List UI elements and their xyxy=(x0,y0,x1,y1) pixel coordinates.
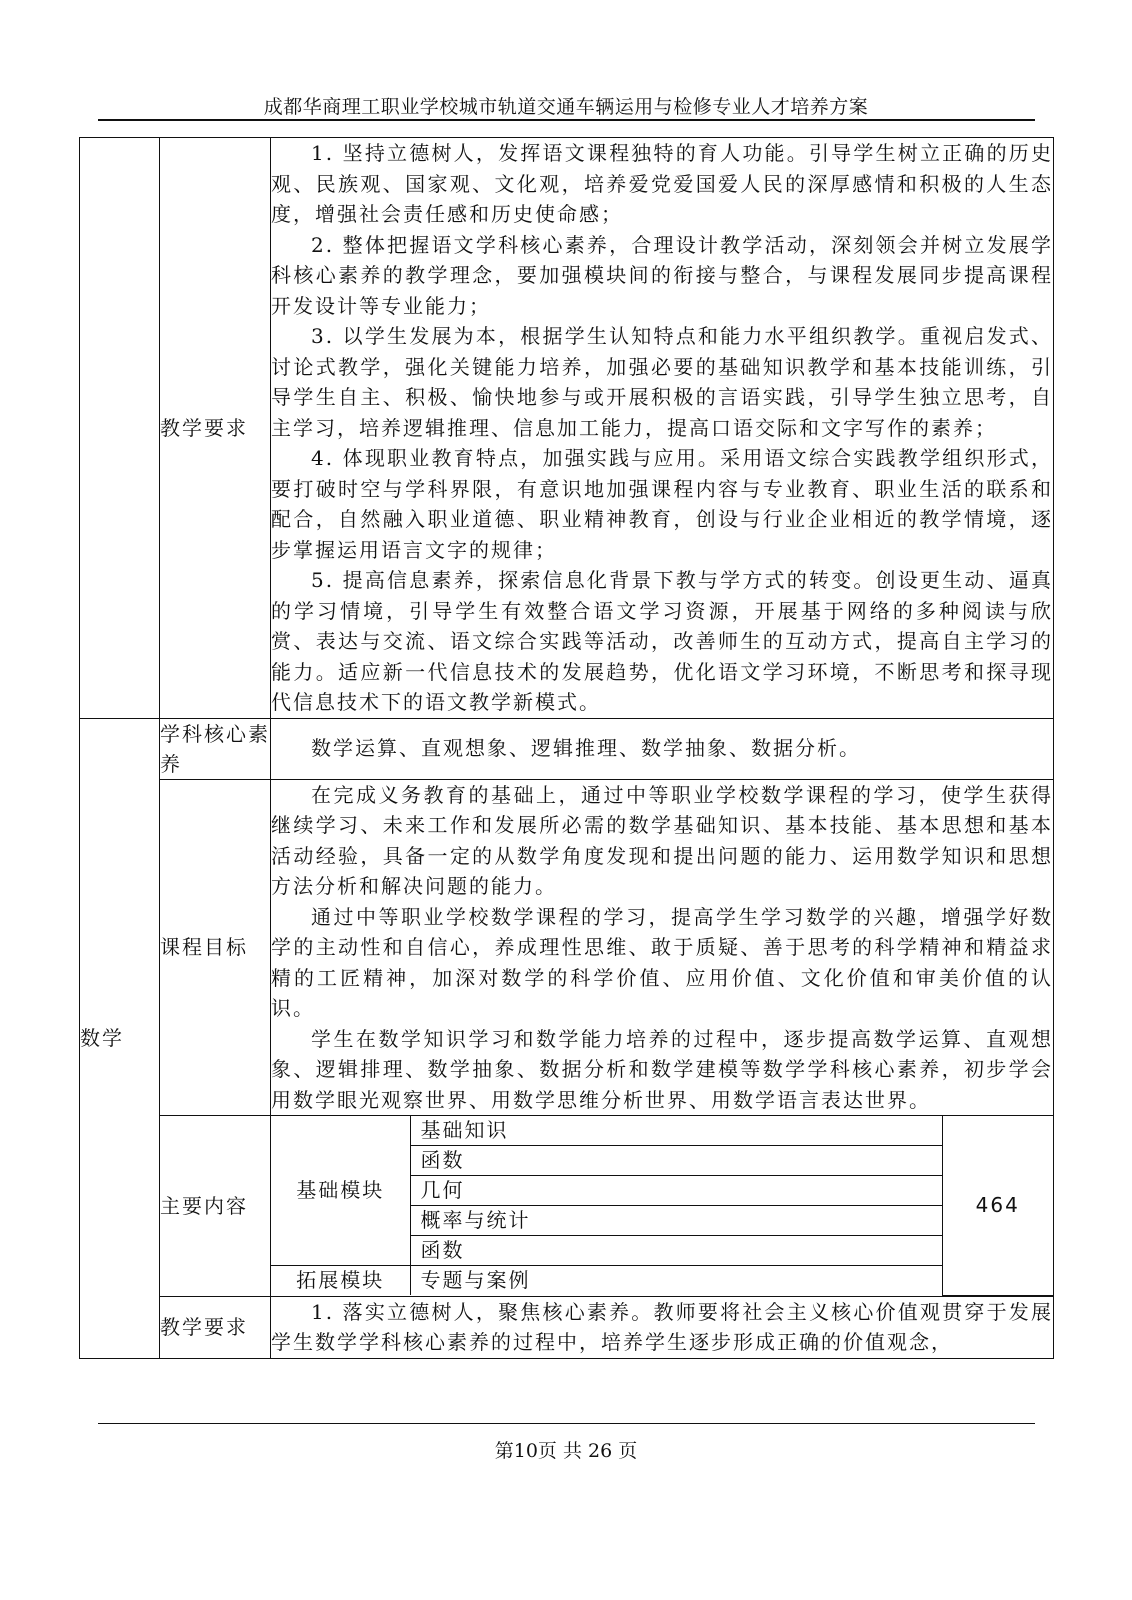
course-goals-cell xyxy=(271,779,1054,1116)
paragraph: 学生在数学知识学习和数学能力培养的过程中，逐步提高数学运算、直观想象、逻辑排理、数学抽象、数据分析和数学建模等数学学科核心素养，初步学会用数学眼光观察世界、用数学思维分析世界、用数学语言表达世界。 xyxy=(271,1026,1053,1112)
footer-rule xyxy=(98,1423,1035,1424)
paragraph: 数学运算、直观想象、逻辑推理、数学抽象、数据分析。 xyxy=(311,736,861,761)
module-item: 基础知识 xyxy=(410,1116,942,1146)
paragraph: 5. 提高信息素养，探索信息化背景下教与学方式的转变。创设更生动、逼真的学习情境，引导学生有效整合语文学习资源，开展基于网络的多种阅读与欣赏、表达与交流、语文综合实践等活动，改善师生的互动方式，提高自主学习的能力。适应新一代信息技术的发展趋势，优化语文学习环境，不断思考和探寻现代信息技术下的语文教学新模式。 xyxy=(271,568,1053,714)
extension-module-label: 拓展模块 xyxy=(271,1266,410,1296)
core-literacy-cell xyxy=(271,718,1054,779)
module-item: 函数 xyxy=(410,1236,942,1266)
subject-math: 数学 xyxy=(80,718,160,1358)
paragraph: 2. 整体把握语文学科核心素养，合理设计教学活动，深刻领会并树立发展学科核心素养的教学理念，要加强模块间的衔接与整合，与课程发展同步提高课程开发设计等专业能力； xyxy=(271,232,1053,318)
curriculum-table xyxy=(79,137,1054,1359)
basic-module-label: 基础模块 xyxy=(271,1116,410,1266)
row-label-course-goals: 课程目标 xyxy=(160,779,271,1116)
module-item: 概率与统计 xyxy=(410,1206,942,1236)
math-teaching-req-cell xyxy=(271,1296,1054,1358)
table-row xyxy=(80,1116,1054,1297)
table-row xyxy=(80,779,1054,1116)
row-label-core-literacy: 学科核心素养 xyxy=(160,718,271,779)
page-number: 第10页 共 26 页 xyxy=(494,1440,638,1462)
hours-value: 464 xyxy=(942,1116,1053,1295)
table-row xyxy=(80,138,1054,719)
row-label-teaching-req: 教学要求 xyxy=(160,1296,271,1358)
table-row xyxy=(80,718,1054,779)
subject-cell-empty xyxy=(80,138,160,719)
chinese-teaching-req-cell xyxy=(271,138,1054,719)
main-content-cell xyxy=(271,1116,1054,1297)
document-header: 成都华商理工职业学校城市轨道交通车辆运用与检修专业人才培养方案 xyxy=(263,96,869,118)
module-item: 函数 xyxy=(410,1146,942,1176)
paragraph: 1. 落实立德树人，聚焦核心素养。教师要将社会主义核心价值观贯穿于发展学生数学学科核心素养的过程中，培养学生逐步形成正确的价值观念， xyxy=(271,1299,1053,1354)
content-module-table xyxy=(271,1116,1053,1296)
header-rule xyxy=(98,119,1035,121)
paragraph: 4. 体现职业教育特点，加强实践与应用。采用语文综合实践教学组织形式，要打破时空与学科界限，有意识地加强课程内容与专业教育、职业生活的联系和配合，自然融入职业道德、职业精神教育，创设与行业企业相近的教学情境，逐步掌握运用语言文字的规律； xyxy=(271,446,1053,562)
paragraph: 在完成义务教育的基础上，通过中等职业学校数学课程的学习，使学生获得继续学习、未来工作和发展所必需的数学基础知识、基本技能、基本思想和基本活动经验，具备一定的从数学角度发现和提出问题的能力、运用数学知识和思想方法分析和解决问题的能力。 xyxy=(271,782,1053,898)
paragraph: 1. 坚持立德树人，发挥语文课程独特的育人功能。引导学生树立正确的历史观、民族观、国家观、文化观，培养爱党爱国爱人民的深厚感情和积极的人生态度，增强社会责任感和历史使命感； xyxy=(271,141,1053,226)
row-label-main-content: 主要内容 xyxy=(160,1116,271,1297)
table-row xyxy=(80,1296,1054,1358)
paragraph: 3. 以学生发展为本，根据学生认知特点和能力水平组织教学。重视启发式、讨论式教学，强化关键能力培养，加强必要的基础知识教学和基本技能训练，引导学生自主、积极、愉快地参与或开展积极的言语实践，引导学生独立思考，自主学习，培养逻辑推理、信息加工能力，提高口语交际和文字写作的素养； xyxy=(271,324,1053,440)
row-label-teaching-req: 教学要求 xyxy=(160,138,271,719)
paragraph: 通过中等职业学校数学课程的学习，提高学生学习数学的兴趣，增强学好数学的主动性和自信心，养成理性思维、敢于质疑、善于思考的科学精神和精益求精的工匠精神，加深对数学的科学价值、应用价值、文化价值和审美价值的认识。 xyxy=(271,904,1053,1020)
module-item: 几何 xyxy=(410,1176,942,1206)
module-item: 专题与案例 xyxy=(410,1266,942,1296)
